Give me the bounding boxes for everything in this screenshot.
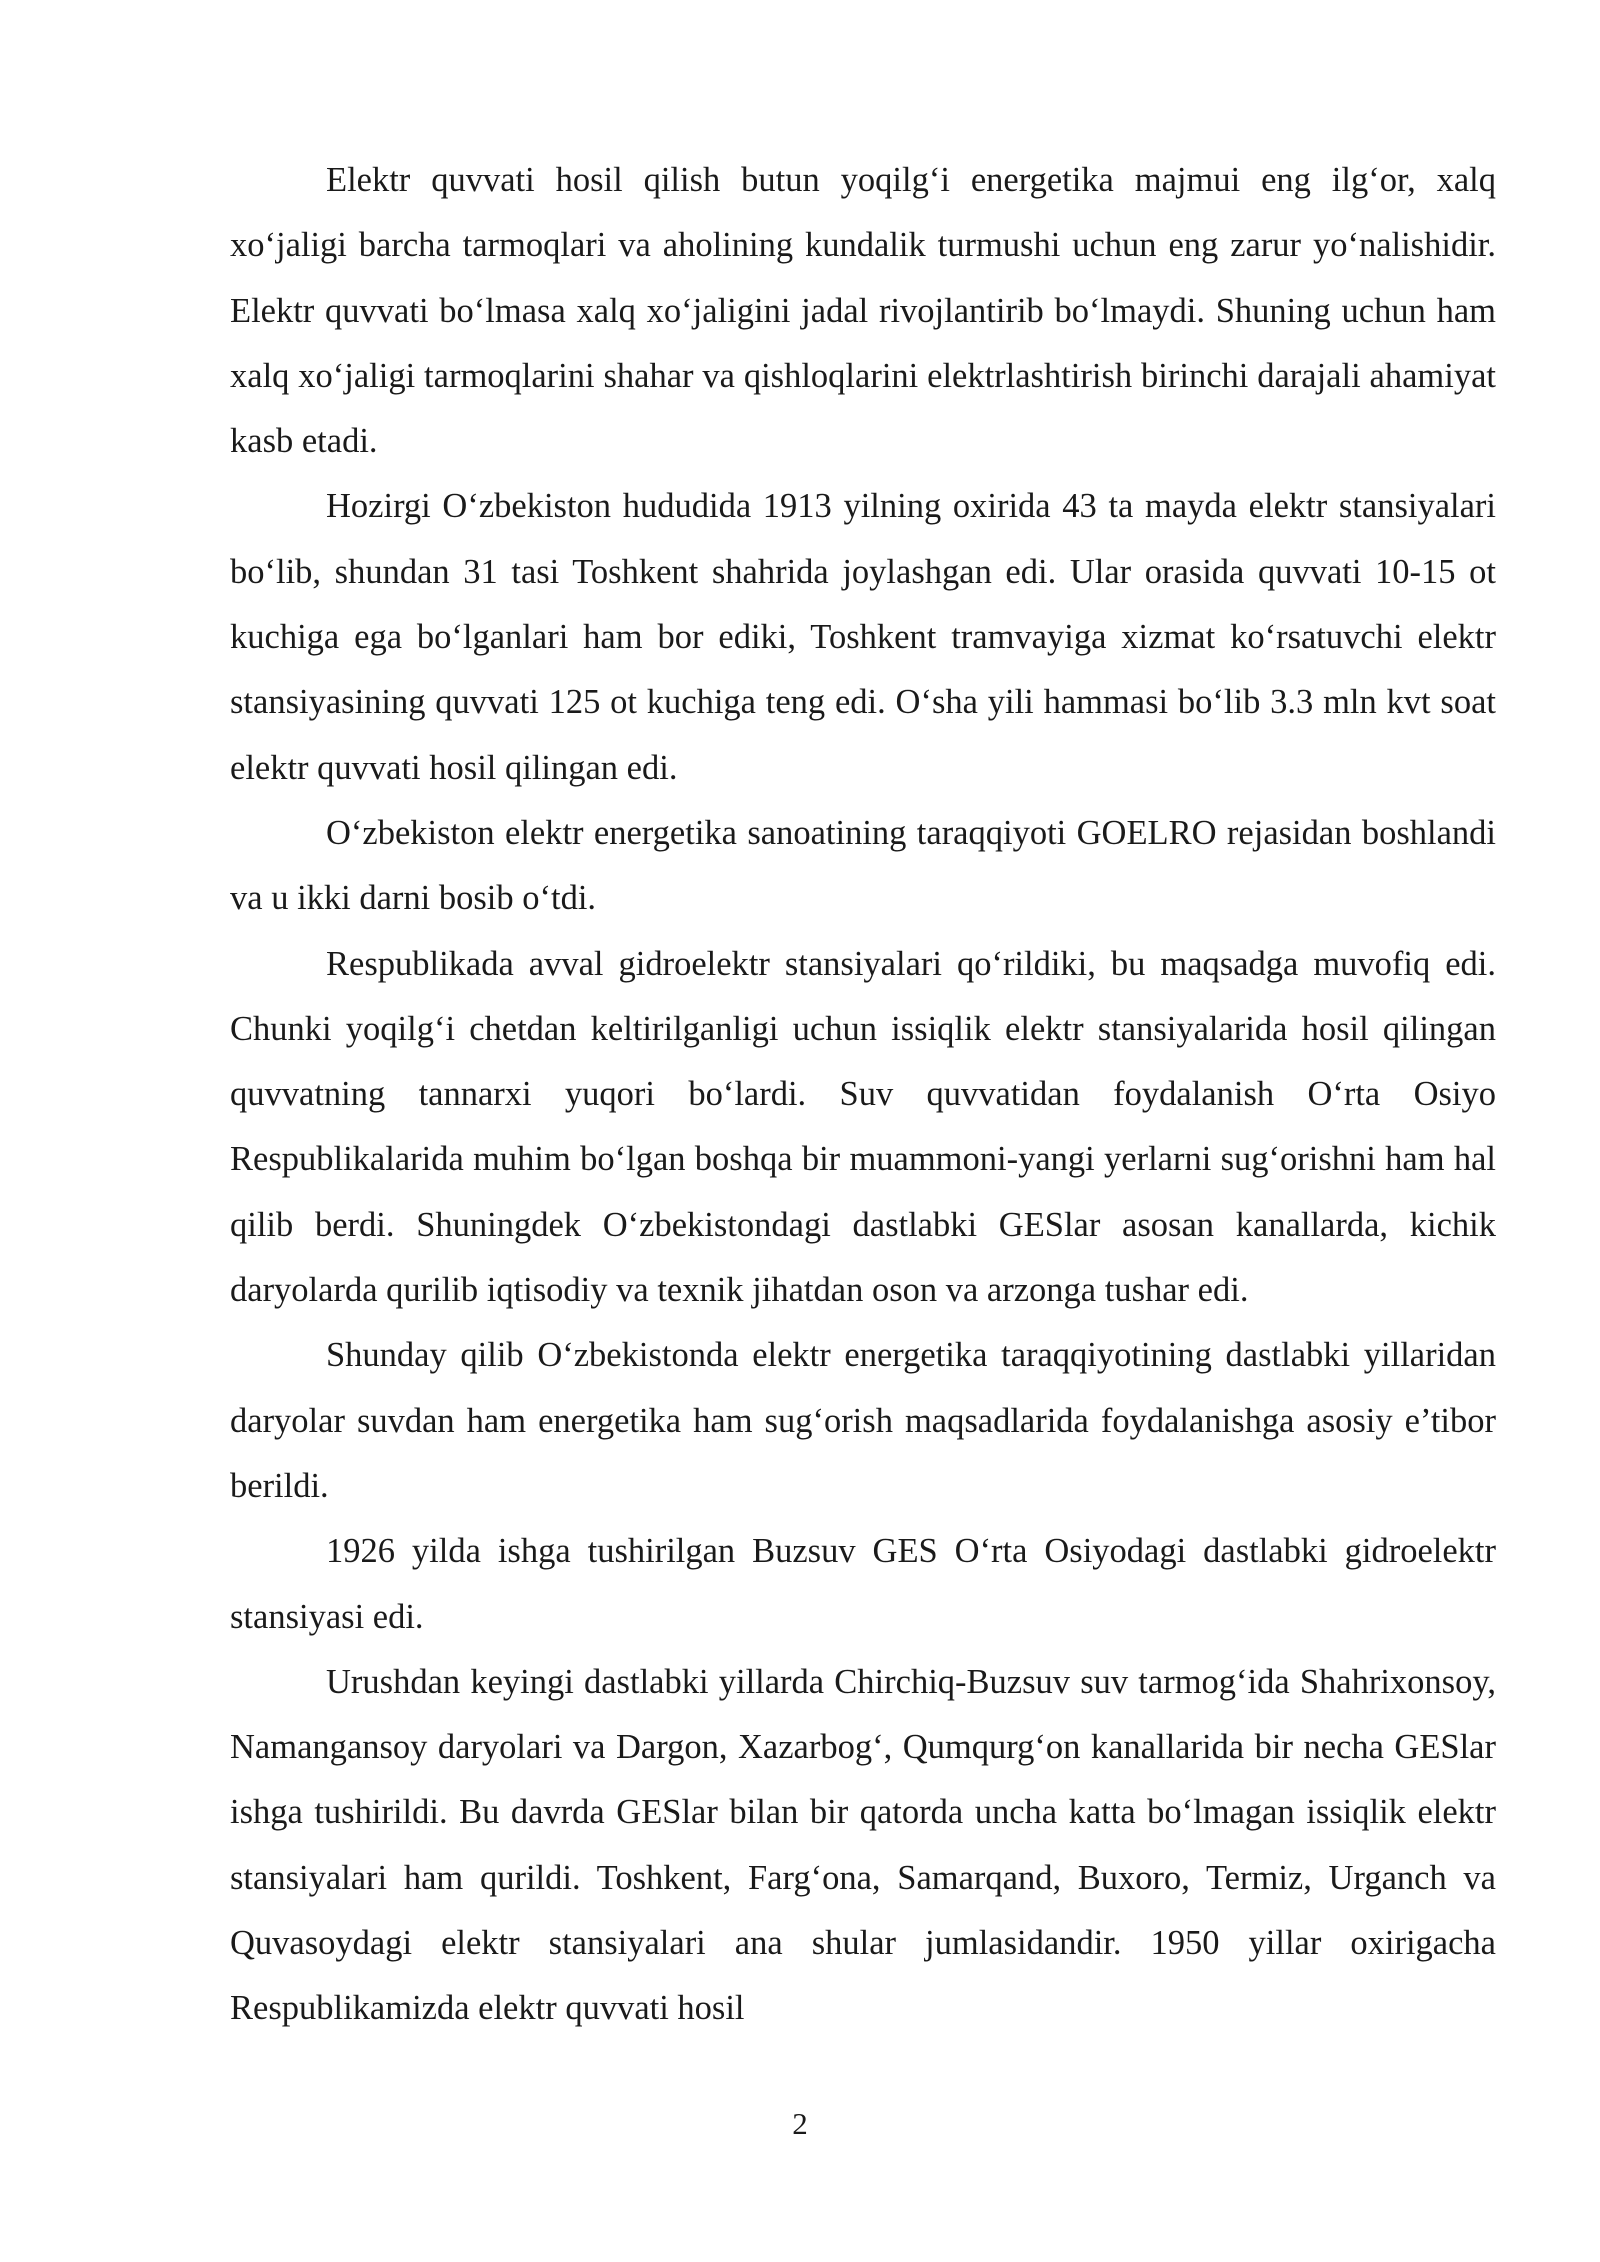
paragraph-5: Shunday qilib O‘zbekistonda elektr energetika taraqqiyotining dastlabki yillaridan daryolar suvdan ham energetika ham sug‘orish maqsadlarida foydalanishga asosiy e’tibor berildi. — [230, 1336, 1496, 1505]
paragraph-4: Respublikada avval gidroelektr stansiyalari qo‘rildiki, bu maqsadga muvofiq edi. Chunki yoqilg‘i chetdan keltirilganligi uchun issiqlik elektr stansiyalarida hosil qilingan quvvatning tannarxi yuqori bo‘lardi. Suv quvvatidan foydalanish O‘rta Osiyo Respublikalarida muhim bo‘lgan boshqa bir muammoni-yangi yerlarni sug‘orishni ham hal qilib berdi. Shuningdek O‘zbekistondagi dastlabki GESlar asosan kanallarda, kichik daryolarda qurilib iqtisodiy va texnik jihatdan oson va arzonga tushar edi. — [230, 944, 1496, 1310]
document-body — [230, 148, 1496, 2042]
page-number: 2 — [792, 2106, 808, 2141]
paragraph-7: Urushdan keyingi dastlabki yillarda Chirchiq-Buzsuv suv tarmog‘ida Shahrixonsoy, Namangansoy daryolari va Dargon, Xazarbog‘, Qumqurg‘on kanallarida bir necha GESlar ishga tushirildi. Bu davrda GESlar bilan bir qatorda uncha katta bo‘lmagan issiqlik elektr stansiyalari ham qurildi. Toshkent, Farg‘ona, Samarqand, Buxoro, Termiz, Urganch va Quvasoydagi elektr stansiyalari ana shular jumlasidandir. 1950 yillar oxirigacha Respublikamizda elektr quvvati hosil — [230, 1662, 1496, 2028]
paragraph-6: 1926 yilda ishga tushirilgan Buzsuv GES O‘rta Osiyodagi dastlabki gidroelektr stansiyasi edi. — [230, 1532, 1496, 1636]
paragraph-3: O‘zbekiston elektr energetika sanoatining taraqqiyoti GOELRO rejasidan boshlandi va u ikki darni bosib o‘tdi. — [230, 813, 1496, 918]
paragraph-1: Elektr quvvati hosil qilish butun yoqilg‘i energetika majmui eng ilg‘or, xalq xo‘jaligi barcha tarmoqlari va aholining kundalik turmushi uchun eng zarur yo‘nalishidir. Elektr quvvati bo‘lmasa xalq xo‘jaligini jadal rivojlantirib bo‘lmaydi. Shuning uchun ham xalq xo‘jaligi tarmoqlarini shahar va qishloqlarini elektrlashtirish birinchi darajali ahamiyat kasb etadi. — [230, 161, 1496, 461]
paragraph-2: Hozirgi O‘zbekiston hududida 1913 yilning oxirida 43 ta mayda elektr stansiyalari bo‘lib, shundan 31 tasi Toshkent shahrida joylashgan edi. Ular orasida quvvati 10-15 ot kuchiga ega bo‘lganlari ham bor ediki, Toshkent tramvayiga xizmat ko‘rsatuvchi elektr stansiyasining quvvati 125 ot kuchiga teng edi. O‘sha yili hammasi bo‘lib 3.3 mln kvt soat elektr quvvati hosil qilingan edi. — [230, 487, 1496, 787]
